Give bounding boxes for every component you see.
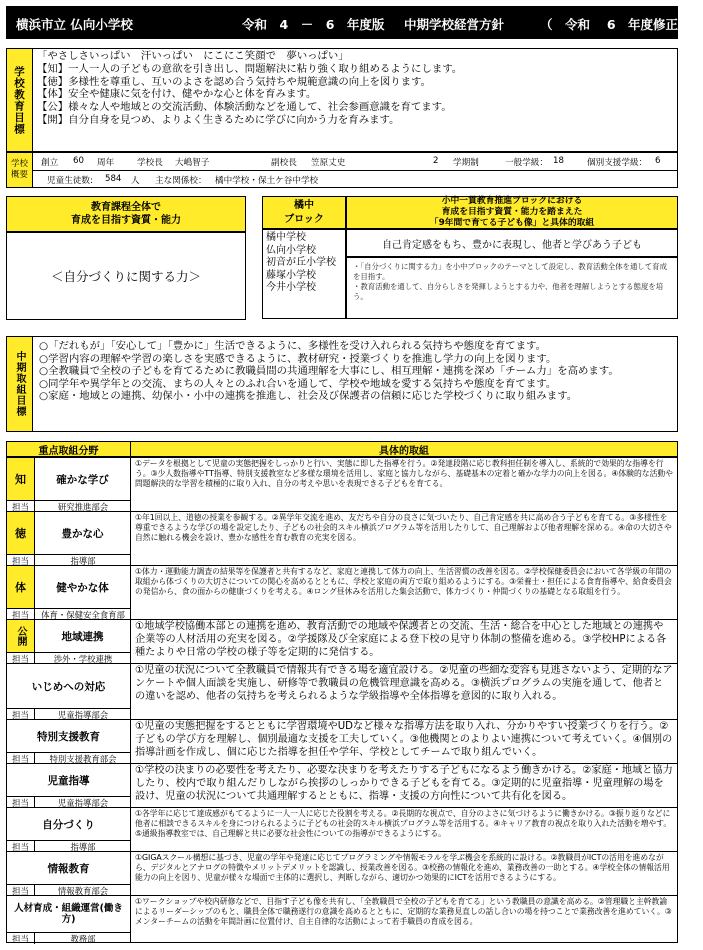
focus-area-name: いじめへの対応 xyxy=(31,680,106,693)
goal-line: 【開】自分自身を見つめ、よりよく生きるために学びに向かう力を育みます。 xyxy=(37,113,400,126)
lead-organization: 児童指導部会 xyxy=(57,709,109,720)
vice-principal-name: 笠原丈史 xyxy=(311,158,346,168)
competency-header-line2: 育成を目指す資質・能力 xyxy=(71,215,181,226)
block-school-list xyxy=(262,229,346,319)
lead-tag: 担当 xyxy=(7,753,35,764)
lead-tag: 担当 xyxy=(7,653,35,664)
midterm-goal-line: ○家庭・地域との連携、幼保小・小中の連携を推進し、社会及び保護者の信頼に応じた学校づくりに取り組みます。 xyxy=(39,390,578,403)
term-unit: 学期制 xyxy=(453,158,479,168)
focus-area-name: 児童指導 xyxy=(47,774,90,787)
vice-principal-label: 副校長 xyxy=(271,158,297,168)
block-notes xyxy=(346,257,678,319)
students-unit: 人 xyxy=(131,176,140,186)
focus-area-name: 地域連携 xyxy=(61,630,104,643)
partner-schools: 橘中学校・保土ケ谷中学校 xyxy=(215,176,319,186)
focus-area-cell xyxy=(7,720,131,763)
page-title: 中期学校経営方針 xyxy=(404,17,505,32)
lead-organization: 体育・保健安全食育部 xyxy=(41,609,125,620)
focus-detail-text: ①地域学校協働本部との連携を進め、教育活動での地域や保護者との交流、生活・総合を中心とした地域との連携や企業等の人材活用の充実を図る。②学援隊及び全家庭による登下校の見守り体制の整備を進める。③学校HPによる各種たよりや日常の学校の様子等を定期的に発信する。 xyxy=(135,621,667,658)
lead-organization: 研究推進部会 xyxy=(57,501,109,512)
competency-header-line1: 教育課程全体で xyxy=(91,202,161,213)
midterm-goal-line: ○学習内容の理解や学習の楽しさを実感できるように、教材研究・授業づくりを推進し学力の向上を図ります。 xyxy=(39,352,557,365)
midterm-goal-line: ○「だれもが」「安心して」「豊かに」生活できるように、多様性を受け入れられる気持ちや態度を育てます。 xyxy=(39,340,546,352)
block-note: ・「自分づくりに関する力」を小中ブロックのテーマとして設定し、教育活動全体を通して育成を目指す。 xyxy=(353,262,667,281)
focus-kanji-badge: 知 xyxy=(7,458,35,500)
focus-area-name: 情報教育 xyxy=(47,862,90,875)
focus-detail-column-header: 具体的取組 xyxy=(131,442,677,457)
focus-area-name: 自分づくり xyxy=(42,818,95,831)
focus-area-cell xyxy=(7,852,131,895)
midterm-goals-list xyxy=(39,340,619,403)
lead-tag: 担当 xyxy=(7,609,35,620)
block-vision-header-line3: 「9年間で育てる子ども像」と具体的取組 xyxy=(429,218,595,228)
school-name: 横浜市立 仏向小学校 xyxy=(16,17,133,32)
lead-tag: 担当 xyxy=(7,709,35,720)
focus-row xyxy=(7,807,677,851)
focus-lead-row xyxy=(7,932,131,944)
founded-years: 60 xyxy=(73,156,84,166)
school-goals-box xyxy=(6,48,678,152)
lead-tag: 担当 xyxy=(7,885,35,896)
focus-row xyxy=(7,511,677,565)
support-classes-count: 6 xyxy=(655,156,661,166)
block-note: ・教育活動を通して、自分らしさを発揮しようとする力や、他者を理解しようとする態度を培う。 xyxy=(353,282,664,301)
lead-organization: 教務部 xyxy=(70,933,96,944)
focus-area-cell xyxy=(7,764,131,807)
focus-kanji-badge: 体 xyxy=(7,566,35,608)
block-name-line2: ブロック xyxy=(284,213,324,225)
students-count: 584 xyxy=(105,174,122,184)
focus-row xyxy=(7,895,677,943)
focus-area-cell xyxy=(7,458,131,511)
focus-area-name: 確かな学び xyxy=(56,473,109,486)
focus-detail-text: ①体力・運動能力調査の結果等を保護者と共有するなど、家庭と連携して体力の向上、生活習慣の改善を図る。②学校保健委員会において各学級の年間の取組から体づくりの大切さについての関心を高めるとともに、学校と家庭の両方で取り組めるようにする。③栄養士・担任による食育指導や、給食委員会の発信から、食の面からの健康づくりを考える。④ロング昼休みを活用した集会活動で、体力づくり・仲間づくりの基礎となる取組を行う。 xyxy=(135,567,672,597)
lead-organization: 渉外・学校連携 xyxy=(53,653,113,664)
block-name-line1: 橘中 xyxy=(294,199,314,211)
focus-detail-text: ①年1回以上、道徳の授業を参観する。②異学年交流を進め、友だちや自分の良さに気づいたり、自己肯定感を共に高め合う子どもを育てる。③多様性を尊重できるような学びの場を設定したり、子どもの社会的スキル横浜プログラム等を活用したりして、自己理解および他者理解を深める。④命の大切さや自然に触れる機会を設け、豊かな感性を育む教育の充実を図る。 xyxy=(135,513,672,543)
block-school: 今井小学校 xyxy=(266,282,316,294)
focus-area-cell xyxy=(7,808,131,851)
term-count: 2 xyxy=(433,156,439,166)
goal-line: 【知】一人一人の子どもの意欲を引き出し、問題解決に粘り強く取り組めるようにします。 xyxy=(37,62,463,75)
focus-kanji-badge: 徳 xyxy=(7,512,35,554)
focus-table xyxy=(6,441,678,943)
goal-line: 「やさしさいっぱい 汗いっぱい にこにこ笑顔で 夢いっぱい」 xyxy=(37,50,349,62)
focus-area-column-header: 重点取組分野 xyxy=(7,442,131,457)
focus-row xyxy=(7,663,677,719)
focus-kanji-badge: 公開 xyxy=(7,620,35,652)
midterm-goal-line: ○同学年や異学年との交流、まちの人々とのふれ合いを通して、学校や地域を愛する気持ちや態度を育てます。 xyxy=(39,377,557,390)
focus-detail-text: ①データを根拠として児童の実態把握をしっかりと行い、実態に即した指導を行う。②発達段階に応じ教科担任制を導入し、系統的で効果的な指導を行う。③少人数指導やTT指導、特別支援教室など多様な環境を活用し、家庭と協力しながら、基礎基本の定着と確かな学力の向上を図る。④体験的な活動や問題解決的な学習を積極的に取り入れ、自分の考えや思いを表現できる子どもを育てる。 xyxy=(135,459,673,489)
block-vision-header-line2: 育成を目指す資質・能力を踏まえた xyxy=(441,207,583,217)
focus-row xyxy=(7,719,677,763)
block-vision-header xyxy=(346,196,678,229)
focus-row xyxy=(7,457,677,511)
lead-organization: 指導部 xyxy=(70,841,96,852)
focus-area-name: 特別支援教育 xyxy=(37,730,100,743)
competency-body: ＜自分づくりに関する力＞ xyxy=(6,232,246,320)
general-classes-count: 18 xyxy=(553,156,564,166)
focus-area-cell xyxy=(7,620,131,663)
focus-row xyxy=(7,851,677,895)
focus-area-name: 豊かな心 xyxy=(61,527,104,540)
midterm-goals-label: 中期取組目標 xyxy=(7,337,33,431)
block-school: 初音が丘小学校 xyxy=(266,257,336,269)
goal-line: 【公】様々な人や地域との交流活動、体験活動などを通して、社会参画意識を育てます。 xyxy=(37,101,452,114)
partner-schools-label: 主な関係校： xyxy=(155,176,207,186)
plan-period: 令和 4 － 6 年度版 xyxy=(242,17,385,32)
midterm-goals-box xyxy=(6,336,678,432)
lead-tag: 担当 xyxy=(7,501,35,512)
overview-label-text: 学校概要 xyxy=(10,159,28,180)
lead-organization: 児童指導部会 xyxy=(57,797,109,808)
focus-area-cell xyxy=(7,664,131,719)
block-school: 橘中学校 xyxy=(266,232,306,243)
revision-note: （ 令和 6 年度修正 ） xyxy=(540,17,703,32)
general-classes-label: 一般学級： xyxy=(505,158,548,168)
lead-organization: 指導部 xyxy=(70,555,96,566)
school-goals-list xyxy=(37,50,462,127)
founded-label: 創立 xyxy=(41,158,59,168)
focus-detail-text: ①GIGAスクール構想に基づき、児童の学年や発達に応じてプログラミングや情報モラルを学ぶ機会を系統的に設ける。②教職員がICTの活用を進めながら、デジタルとアナログの特徴やメリットデメリットを認識し、授業改善を図る。③校務の情報化を進め、業務改善の一助とする。④学校全体の情報活用能力の向上を図り、児童が様々な場面で主体的に選択し、判断しながら、適切かつ効果的にICTを活用できるようにする。 xyxy=(135,853,670,883)
lead-tag: 担当 xyxy=(7,933,35,944)
focus-row xyxy=(7,565,677,619)
school-overview-label xyxy=(7,153,33,187)
lead-tag: 担当 xyxy=(7,797,35,808)
focus-area-name: 人材育成・組織運営(働き方) xyxy=(14,903,123,925)
focus-area-name: 健やかな体 xyxy=(56,581,109,594)
students-label: 児童生徒数: xyxy=(47,176,93,186)
founded-unit: 周年 xyxy=(97,158,115,168)
focus-detail-text: ①児童の実態把握をするとともに学習環境やUDなど様々な指導方法を取り入れ、分かりやすい授業づくりを行う。②子どもの学び方を理解し、個別最適な支援を工夫していく。③他機関とのよりよい連携について考えていく。④個別の指導計画を作成し、個に応じた指導を担任や学年、学校としてチームで取り組んでいく。 xyxy=(135,721,673,758)
lead-organization: 特別支援教育部会 xyxy=(49,753,117,764)
goal-line: 【体】安全や健康に気を付け、健やかな心と体を育みます。 xyxy=(37,88,317,101)
focus-detail-text: ①児童の状況について全教職員で情報共有できる場を適宜設ける。②児童の些細な変容も見逃さないよう、定期的なアンケートや個人面談を実施し、研修等で教職員の危機管理意識を高める。③横浜プログラムの実施を通して、他者との違いを認め、他者の気持ちを考えられるような学級指導や全体指導を意図的に取り入れる。 xyxy=(135,665,673,702)
focus-detail-text: ①学校の決まりの必要性を考えたり、必要な決まりを考えたりする子どもになるよう働きかける。②家庭・地域と協力したり、校内で取り組んだりしながら挨拶のしっかりできる子どもを育てる。③定期的に児童指導・児童理解の場を設け、児童の状況について共通理解するとともに、指導・支援の方向性について共有化を図る。 xyxy=(135,765,673,802)
focus-row xyxy=(7,763,677,807)
principal-label: 学校長 xyxy=(137,158,163,168)
principal-name: 大嶋智子 xyxy=(175,158,210,168)
midterm-goal-line: ○全教職員で全校の子どもを育てるために教職員間の共通理解を大事にし、相互理解・連携を深め「チーム力」を高めます。 xyxy=(39,365,619,378)
focus-row xyxy=(7,619,677,663)
lead-tag: 担当 xyxy=(7,555,35,566)
block-name-header xyxy=(262,196,346,229)
lead-tag: 担当 xyxy=(7,841,35,852)
support-classes-label: 個別支援学級： xyxy=(587,158,648,168)
competency-header xyxy=(6,196,246,232)
block-vision-header-line1: 小中一貫教育推進ブロックにおける xyxy=(441,196,583,206)
focus-detail-text: ①ワークショップや校内研修などで、目指す子ども像を共有し、「全教職員で全校の子どもを育てる」という教職員の意識を高める。②管理職と主幹教諭によるリーダーシップのもと、職員全体で職務遂行の意識を高めるとともに、定期的な業務見直しの話し合いの場を持つことで業務改善を進めていく。③メンターチームの活動を年間計画に位置付け、自主自律的な活動によって若手職員の育成を図る。 xyxy=(135,897,672,927)
page-header xyxy=(6,6,703,39)
focus-area-cell xyxy=(7,512,131,565)
block-vision: 自己肯定感をもち、豊かに表現し、他者と学びあう子ども xyxy=(346,229,678,257)
school-goals-label: 学校教育目標 xyxy=(7,49,33,151)
block-school: 藤塚小学校 xyxy=(266,269,316,281)
lead-organization: 情報教育部会 xyxy=(57,885,109,896)
focus-detail-text: ①各学年に応じて達成感がもてるように一人一人に応じた役割を考える。②長期的な視点で、自分のよさに気づけるように働きかける。③振り返りなどに他者に相談できるスキルを身につけられるように子どもの社会的スキル横浜プログラム等を活用する。④キャリア教育の視点を取り入れた活動を増やす。⑤通級指導教室では、自己理解と共に必要な社会性についての指導ができるようにする。 xyxy=(135,809,672,839)
goal-line: 【徳】多様性を尊重し、互いのよさを認め合う気持ちや規範意識の向上を図ります。 xyxy=(37,75,432,88)
focus-area-cell xyxy=(7,566,131,619)
overview-divider xyxy=(33,170,677,171)
school-overview-box xyxy=(6,152,678,188)
block-school: 仏向小学校 xyxy=(266,244,316,256)
focus-area-cell xyxy=(7,896,131,943)
